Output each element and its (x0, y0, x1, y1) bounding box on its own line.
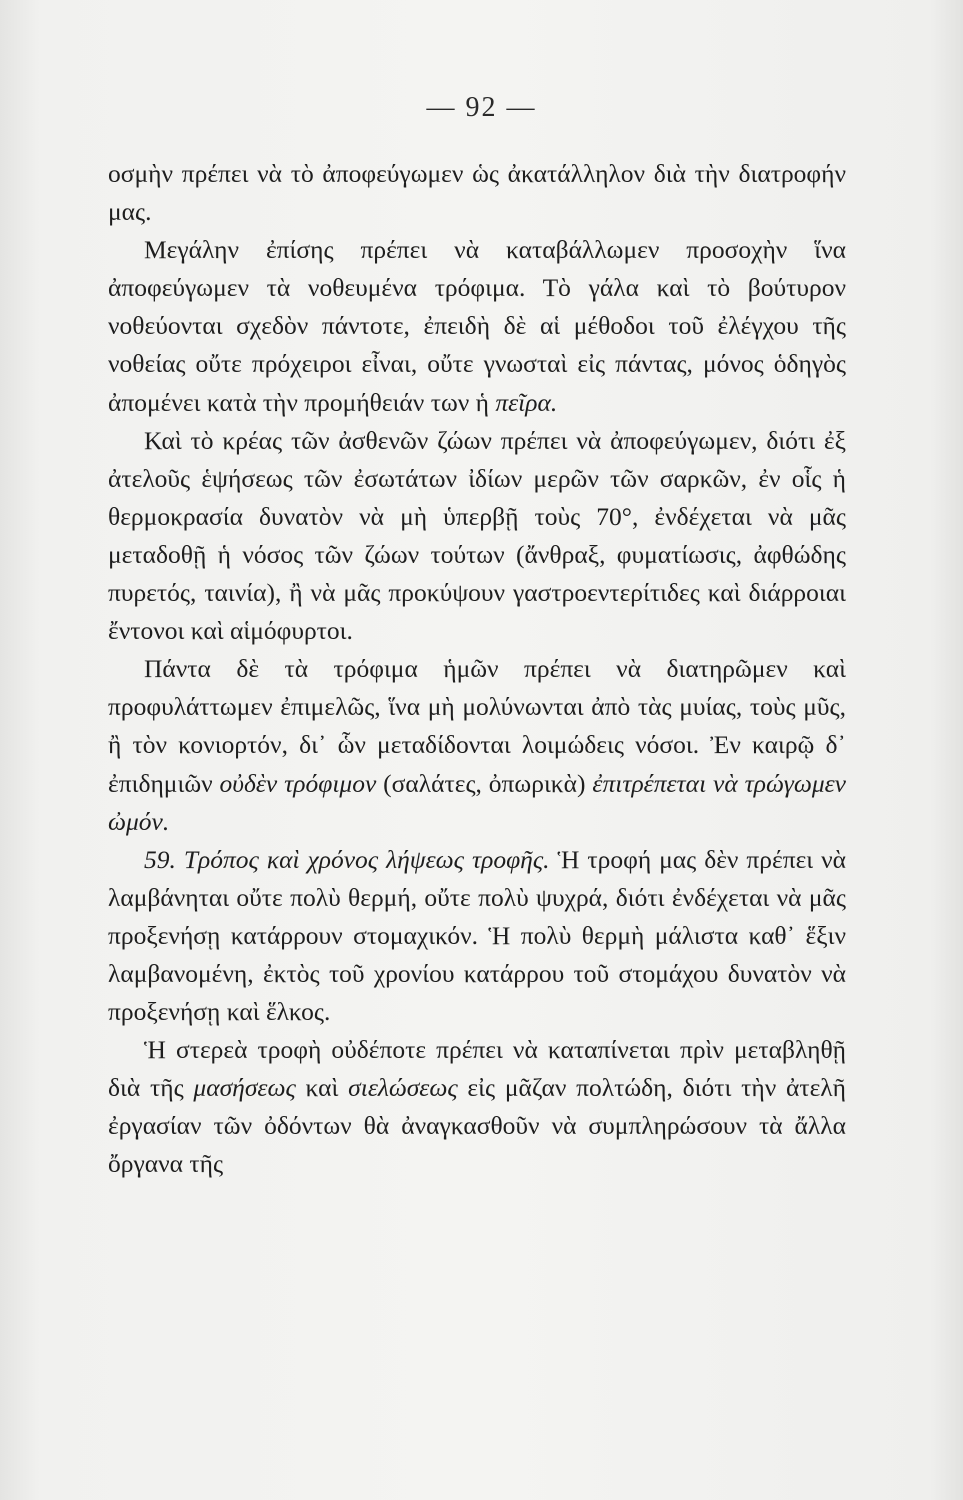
text-segment: Ἡ τροφή μας δὲν πρέπει νὰ λαμβάνηται οὔτε πολὺ θερμή, οὔτε πολὺ ψυχρά, διότι ἐνδέχεται νὰ μᾶς προξενήσῃ κατάρρουν στομαχικόν. Ἡ πολὺ θερμὴ μάλιστα καθ᾽ ἕξιν λαμβανομένη, ἐκτὸς τοῦ χρονίου κατάρρου τοῦ στομάχου δυνατὸν νὰ προξενήσῃ καὶ ἕλκος. (108, 844, 847, 1027)
text-segment: Ἡ στερεὰ τροφὴ οὐδέποτε πρέπει νὰ καταπίνεται πρὶν μεταβληθῇ διὰ τῆς (108, 1035, 846, 1103)
text-segment: εἰς μᾶζαν πολτώδη, διότι τὴν ἀτελῆ ἐργασίαν τῶν ὀδόντων θὰ ἀναγκασθοῦν νὰ συμπληρώσουν τὰ ἄλλα ὄργανα τῆς (108, 1073, 846, 1179)
section-59-paragraph (108, 841, 846, 1031)
paragraph-6 (108, 1031, 846, 1183)
paragraph-3 (108, 422, 846, 651)
italic-segment: ἐπιτρέπεται νὰ τρώγωμεν ὠμόν. (108, 768, 847, 836)
paragraph-1 (108, 155, 846, 231)
italic-segment: σιελώσεως (348, 1073, 458, 1103)
italic-segment: οὐδὲν τρόφιμον (219, 768, 377, 798)
text-segment: Πάντα δὲ τὰ τρόφιμα ἡμῶν πρέπει νὰ διατηρῶμεν καὶ προφυλάττωμεν ἐπιμελῶς, ἵνα μὴ μολύνωνται ἀπὸ τὰς μυίας, τοὺς μῦς, ἢ τὸν κονιορτόν, δι᾽ ὧν μεταδίδονται λοιμώδεις νόσοι. Ἐν καιρῷ δ᾽ ἐπιδημιῶν (108, 654, 846, 798)
paragraph-4 (108, 650, 846, 840)
text-segment: καὶ (295, 1073, 349, 1103)
italic-segment: πεῖρα. (495, 387, 558, 417)
page-number: — 92 — (426, 92, 537, 123)
text-segment: οσμὴν πρέπει νὰ τὸ ἀποφεύγωμεν ὡς ἀκατάλληλον διὰ τὴν διατροφήν μας. (108, 159, 846, 227)
body-text (108, 155, 846, 1184)
paragraph-2 (108, 231, 846, 421)
text-segment: Μεγάλην ἐπίσης πρέπει νὰ καταβάλλωμεν προσοχὴν ἵνα ἀποφεύγωμεν τὰ νοθευμένα τρόφιμα. Τὸ γάλα καὶ τὸ βούτυρον νοθεύονται σχεδὸν πάντοτε, ἐπειδὴ δὲ αἱ μέθοδοι τοῦ ἐλέγχου τῆς νοθείας οὔτε πρόχειροι εἶναι, οὔτε γνωσταὶ εἰς πάντας, μόνος ὁδηγὸς ἀπομένει κατὰ τὴν προμήθειάν των ἡ (108, 235, 846, 417)
italic-segment: μασήσεως (193, 1073, 296, 1103)
section-heading: 59. Τρόπος καὶ χρόνος λήψεως τροφῆς. (144, 844, 550, 874)
text-segment: (σαλάτες, ὀπωρικὰ) (376, 768, 593, 798)
text-segment: Καὶ τὸ κρέας τῶν ἀσθενῶν ζώων πρέπει νὰ ἀποφεύγωμεν, διότι ἐξ ἀτελοῦς ἑψήσεως τῶν ἐσωτάτων ἰδίων μερῶν τῶν σαρκῶν, ἐν οἷς ἡ θερμοκρασία δυνατὸν νὰ μὴ ὑπερβῇ τοὺς 70°, ἐνδέχεται νὰ μᾶς μεταδοθῇ ἡ νόσος τῶν ζώων τούτων (ἄνθραξ, φυματίωσις, ἀφθώδης πυρετός, ταινία), ἢ νὰ μᾶς προκύψουν γαστροεντερίτιδες καὶ διάρροιαι ἔντονοι καὶ αἱμόφυρτοι. (108, 425, 846, 646)
